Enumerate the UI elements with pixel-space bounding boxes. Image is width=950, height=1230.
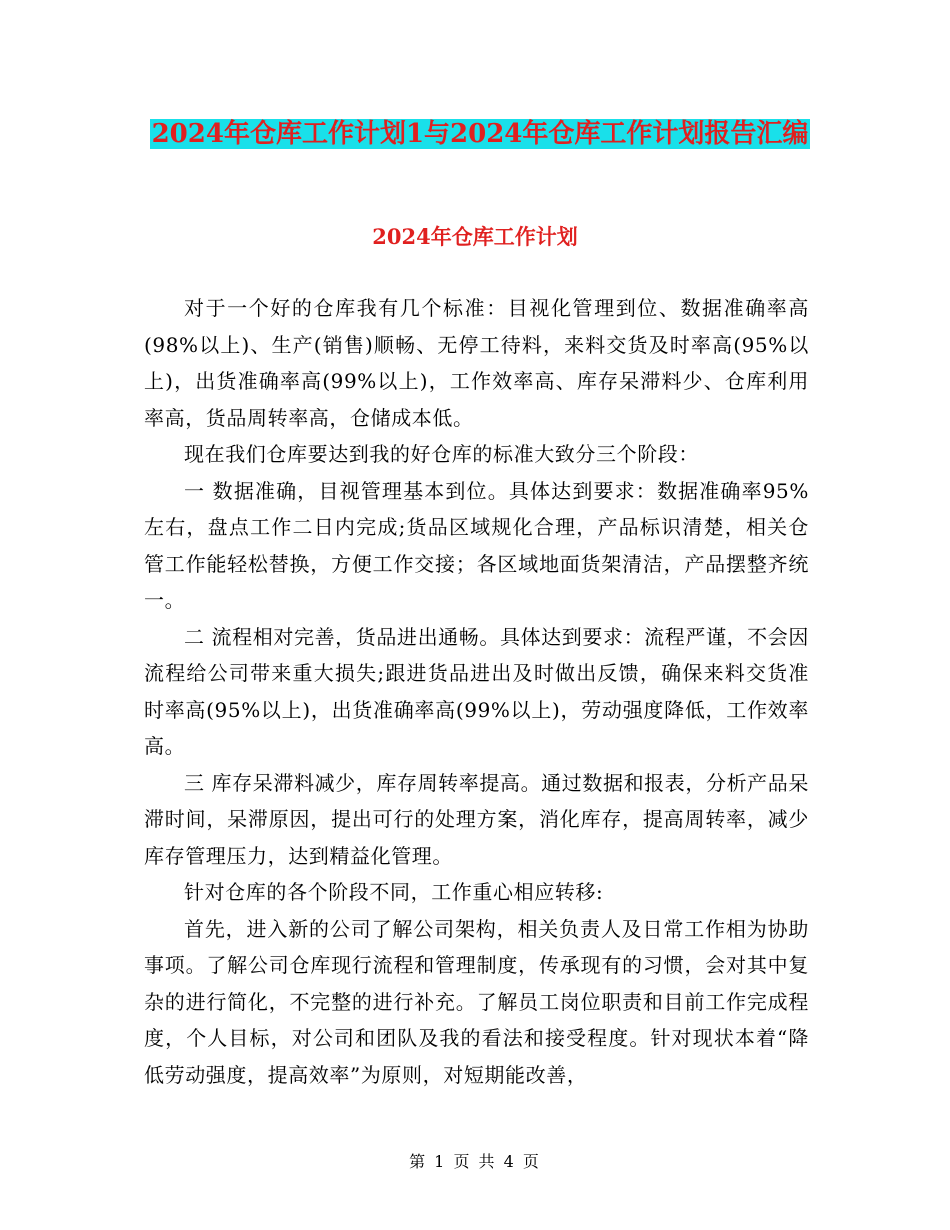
paragraph: 首先，进入新的公司了解公司架构，相关负责人及日常工作相为协助事项。了解公司仓库现行流程和管理制度，传承现有的习惯，会对其中复杂的进行简化，不完整的进行补充。了解员工岗位职责和目前工作完成程度，个人目标，对公司和团队及我的看法和接受程度。针对现状本着“降低劳动强度，提高效率”为原则，对短期能改善， bbox=[144, 916, 809, 1087]
document-body bbox=[144, 290, 809, 1093]
section-title: 2024年仓库工作计划 bbox=[372, 224, 578, 249]
paragraph: 一 数据准确，目视管理基本到位。具体达到要求：数据准确率95%左右，盘点工作二日内完成;货品区域规化合理，产品标识清楚，相关仓管工作能轻松替换，方便工作交接；各区域地面货架清洁，产品摆整齐统一。 bbox=[144, 478, 809, 612]
paragraph: 针对仓库的各个阶段不同，工作重心相应转移: bbox=[184, 880, 604, 904]
paragraph: 对于一个好的仓库我有几个标准：目视化管理到位、数据准确率高(98%以上)、生产(销售)顺畅、无停工待料，来料交货及时率高(95%以上)，出货准确率高(99%以上)，工作效率高、库存呆滞料少、仓库利用率高，货品周转率高，仓储成本低。 bbox=[144, 296, 809, 430]
paragraph: 现在我们仓库要达到我的好仓库的标准大致分三个阶段： bbox=[184, 442, 699, 466]
page-footer: 第 1 页 共 4 页 bbox=[409, 1152, 541, 1171]
document-title-text: 2024年仓库工作计划1与2024年仓库工作计划报告汇编 bbox=[151, 119, 809, 149]
document-title bbox=[140, 112, 820, 157]
paragraph: 三 库存呆滞料减少，库存周转率提高。通过数据和报表，分析产品呆滞时间，呆滞原因，提出可行的处理方案，消化库存，提高周转率，减少库存管理压力，达到精益化管理。 bbox=[144, 770, 809, 868]
paragraph: 二 流程相对完善，货品进出通畅。具体达到要求：流程严谨，不会因流程给公司带来重大损失;跟进货品进出及时做出反馈，确保来料交货准时率高(95%以上)，出货准确率高(99%以上)，劳动强度降低，工作效率高。 bbox=[144, 624, 809, 758]
